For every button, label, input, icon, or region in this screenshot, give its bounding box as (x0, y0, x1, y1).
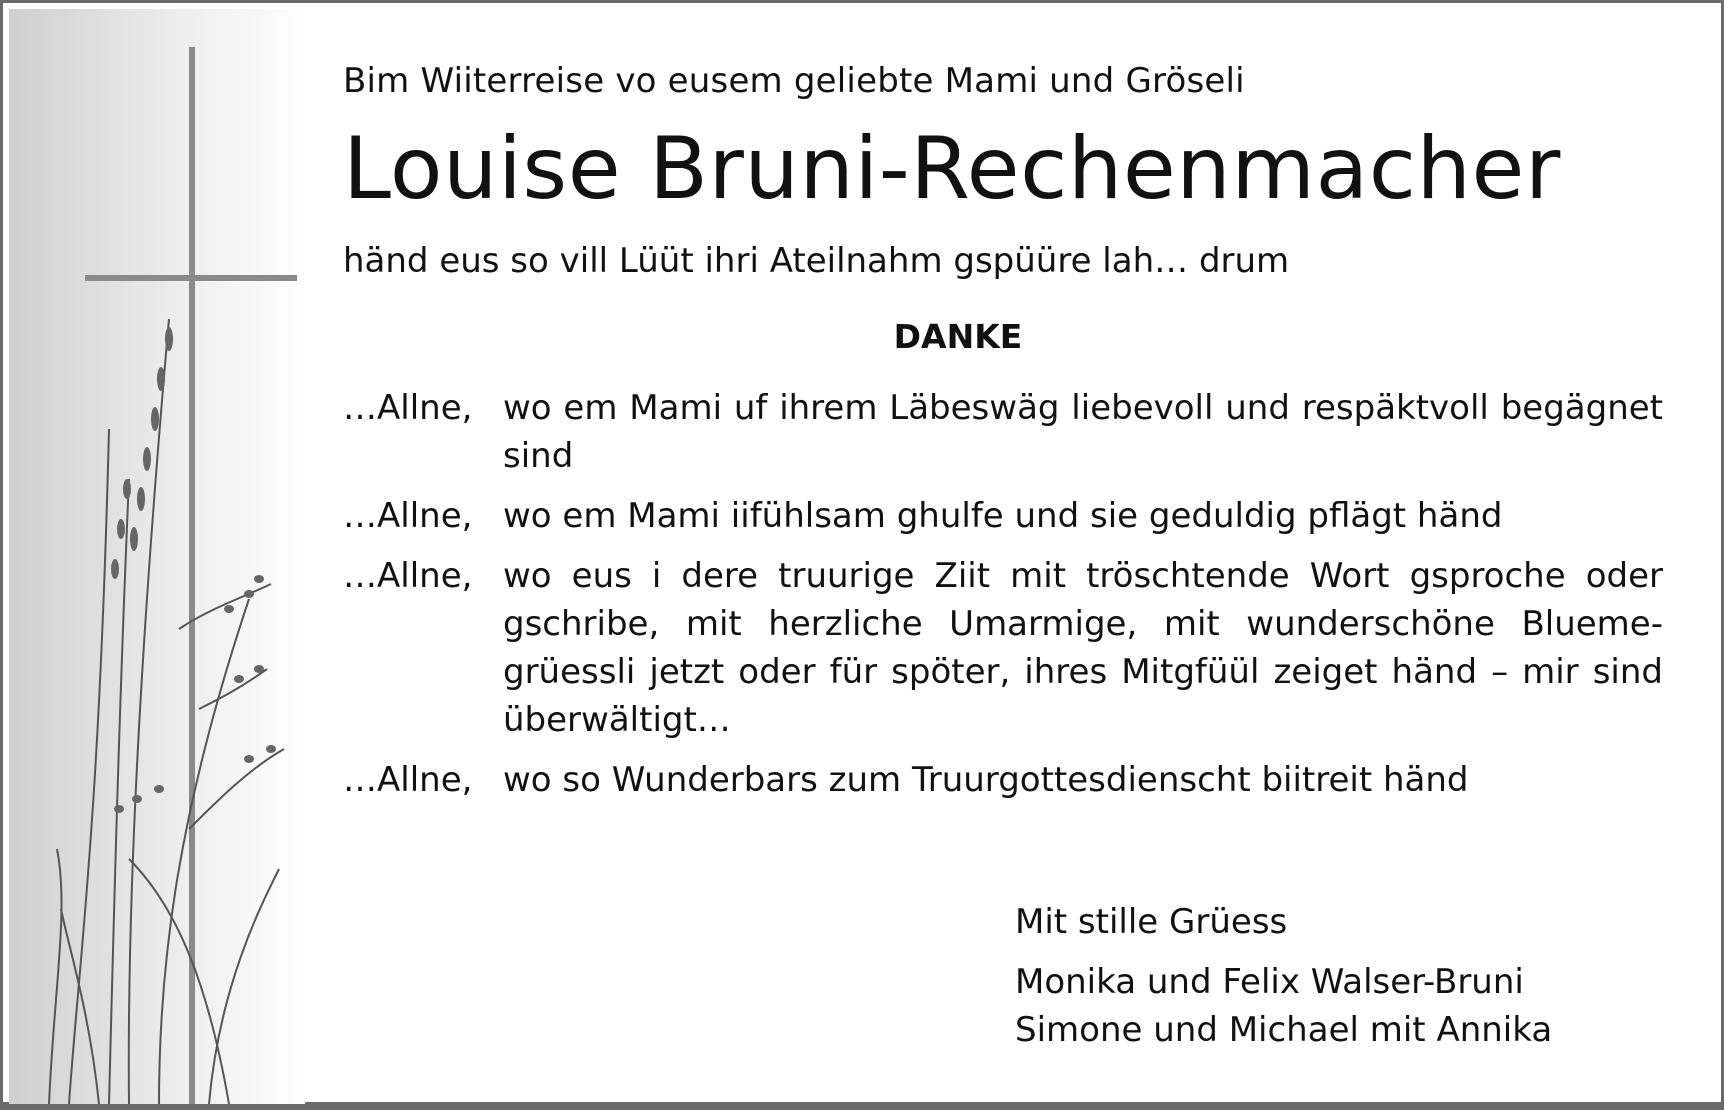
item-text: wo em Mami iifühlsam ghulfe und sie geduldig pflägt händ (503, 496, 1503, 537)
item-lead: …Allne, (343, 556, 473, 597)
list-item (343, 492, 1663, 540)
thanks-heading: DANKE (893, 317, 1023, 357)
deceased-name: Louise Bruni-Rechenmacher (343, 118, 1561, 219)
list-item (343, 756, 1663, 804)
thanks-list (343, 384, 1663, 804)
item-lead: …Allne, (343, 496, 473, 537)
list-item (343, 384, 1663, 480)
notice-content (343, 61, 1663, 816)
closing-greeting: Mit stille Grüess (1015, 902, 1288, 942)
item-text: wo eus i dere truurige Ziit mit tröschtende Wort gsproche oder gschribe, mit herzliche Umarmige, mit wunderschöne Blueme-grüessli jetzt oder für spöter, ihres Mitgfüül zeiget händ – mir sind überwältigt… (503, 556, 1663, 741)
item-lead: …Allne, (343, 760, 473, 801)
cross-with-grass-icon (9, 9, 305, 1104)
closing-block (1015, 898, 1552, 1054)
item-text: wo so Wunderbars zum Truurgottesdienscht biitreit händ (503, 760, 1469, 801)
intro-line: Bim Wiiterreise vo eusem geliebte Mami und Gröseli (343, 61, 1245, 101)
item-text: wo em Mami uf ihrem Läbeswäg liebevoll und respäktvoll begägnet sind (503, 388, 1663, 477)
signature-line: Monika und Felix Walser-Bruni (1015, 962, 1524, 1002)
subline: händ eus so vill Lüüt ihri Ateilnahm gspüüre lah… drum (343, 240, 1290, 281)
item-lead: …Allne, (343, 388, 473, 429)
signature-line: Simone und Michael mit Annika (1015, 1010, 1553, 1050)
list-item (343, 552, 1663, 744)
